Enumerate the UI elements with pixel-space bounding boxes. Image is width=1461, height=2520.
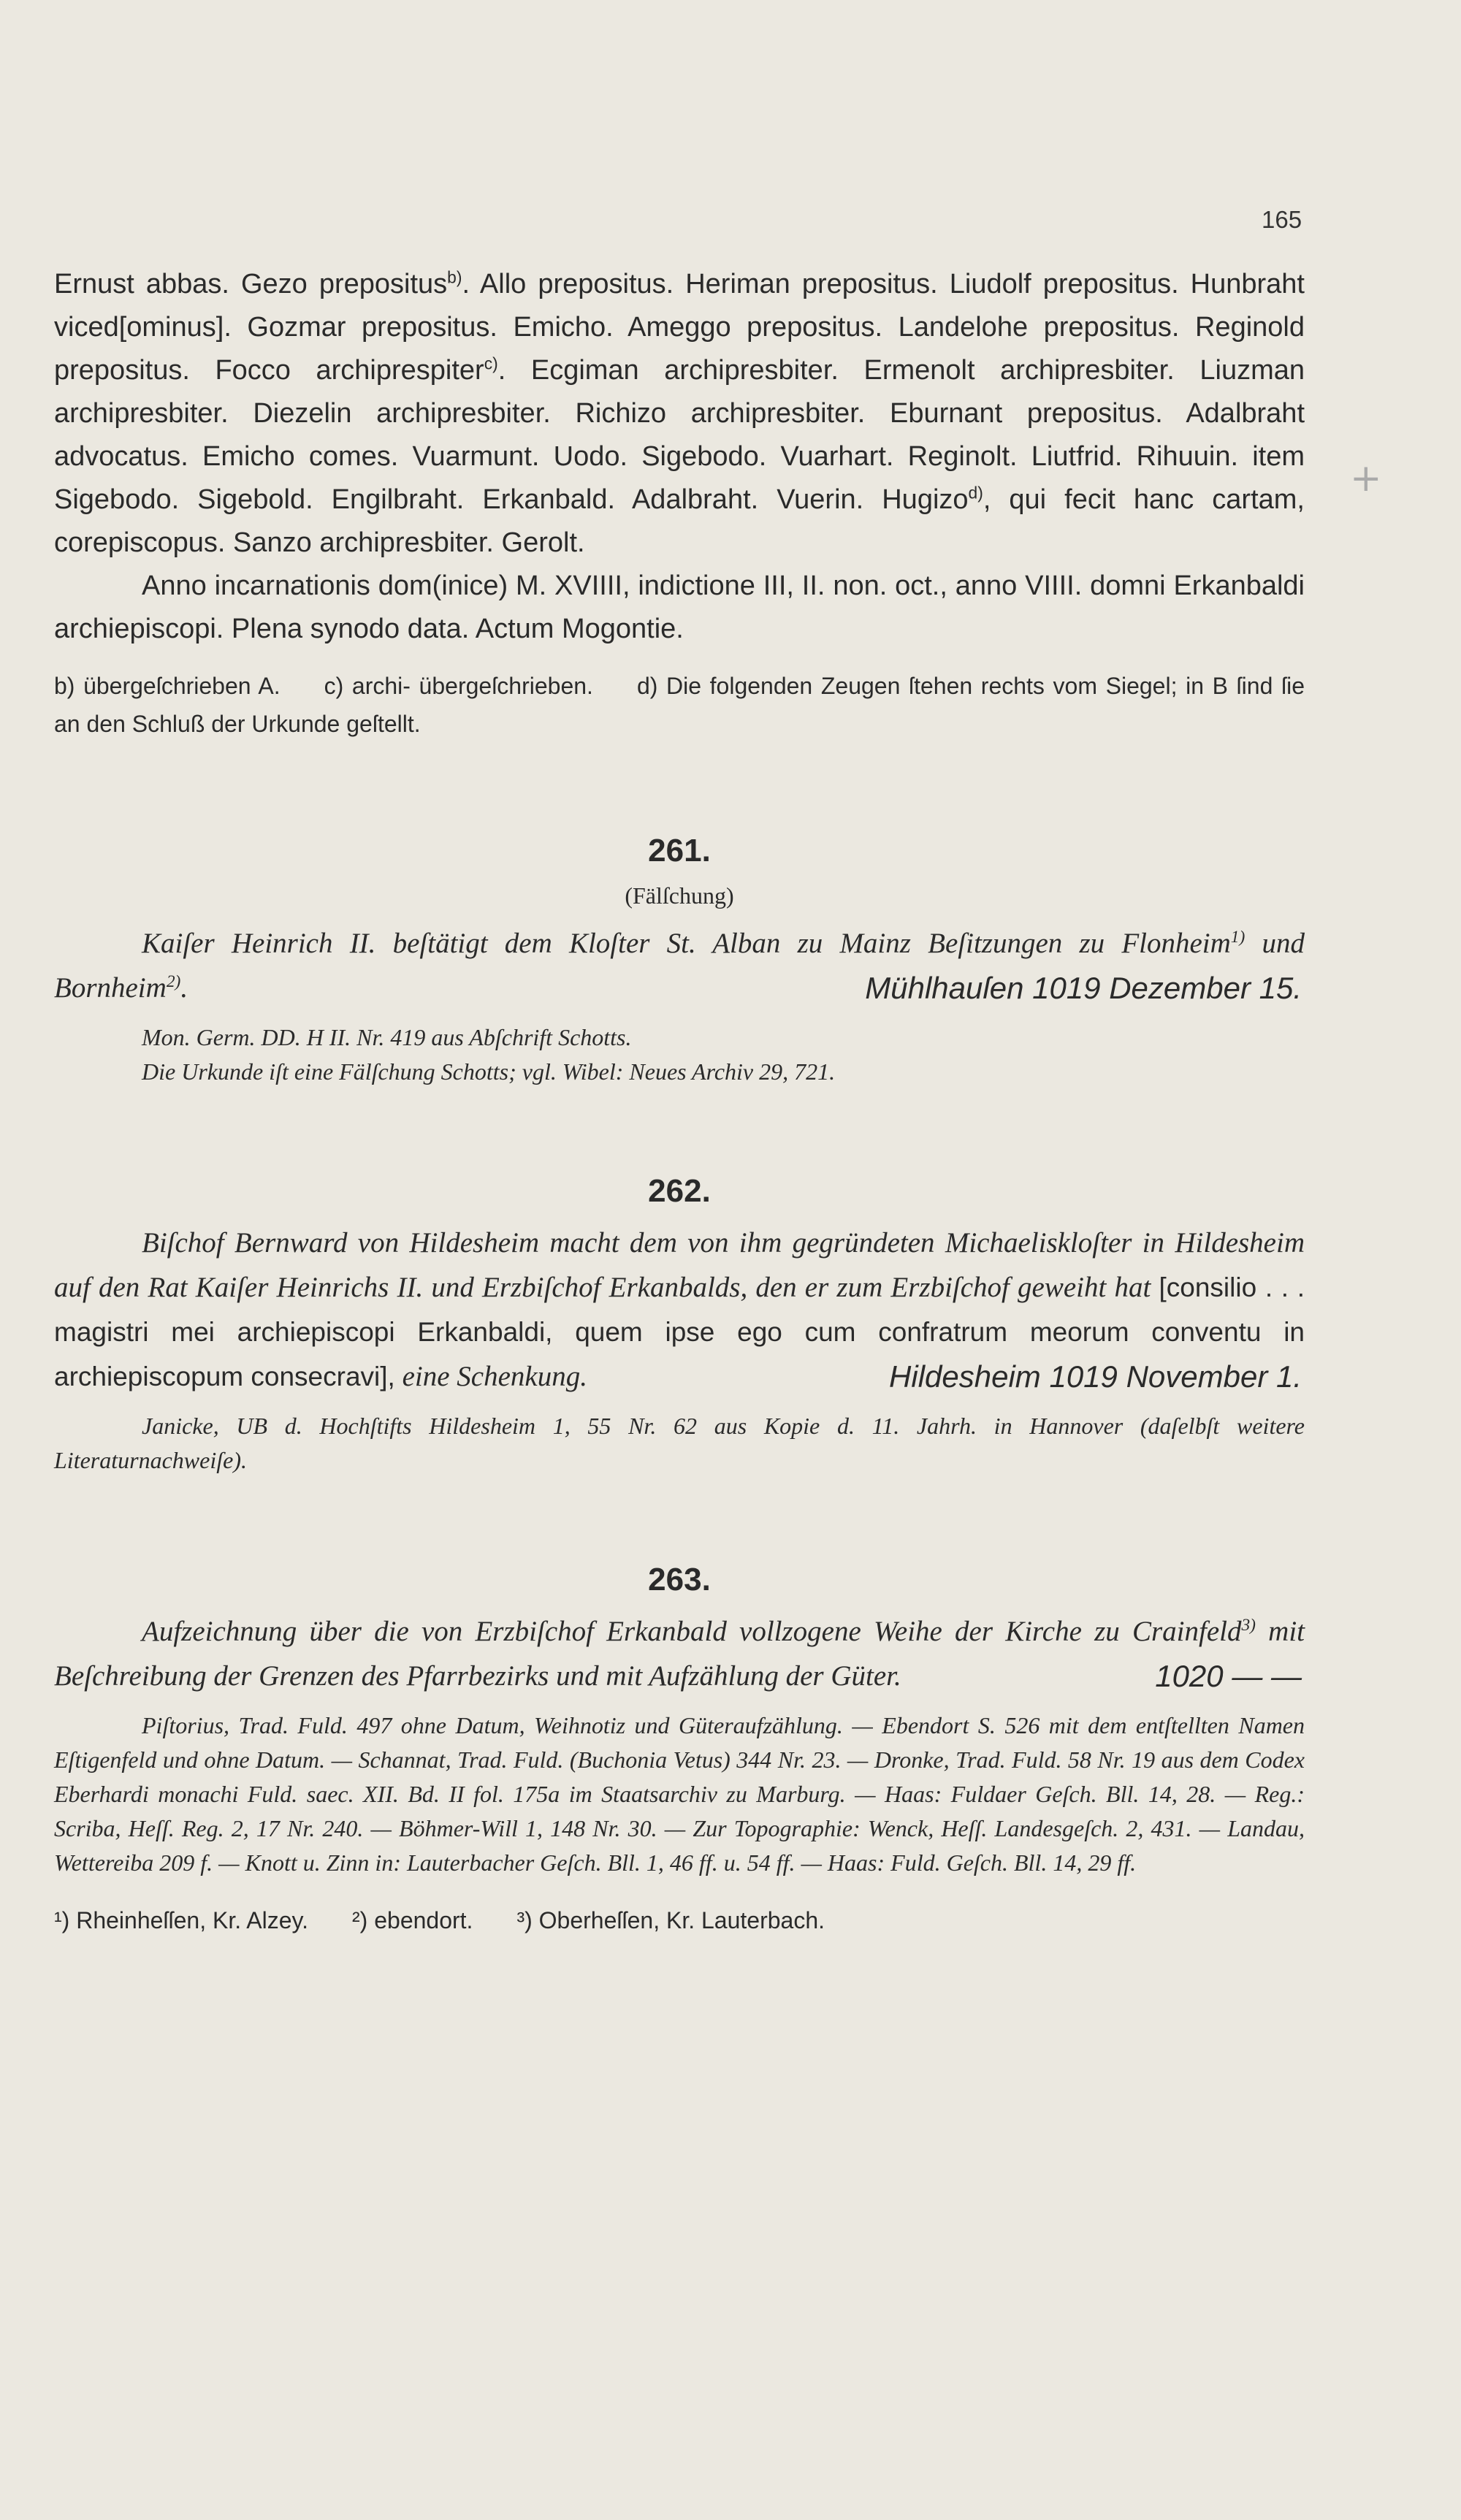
document-tag: (Fälſchung) <box>625 882 734 909</box>
page-number: 165 <box>1262 206 1302 233</box>
document-number: 263. <box>648 1562 711 1597</box>
margin-cross-mark: + <box>1350 457 1382 500</box>
document-263 <box>54 1558 1305 1880</box>
regest: Biſchof Bernward von Hildesheim macht dem von ihm gegründeten Michaeliskloſter in Hildesheim auf den Rat Kaiſer Heinrichs II. und Erzbiſchof Erkanbalds, den er zum Erzbiſchof geweiht hat [consilio . . . magistri mei archiepiscopi Erkanbaldi, quem ipse ego cum confratrum meorum conventu in archiepiscopum consecravi], eine Schenkung. <box>54 1227 1305 1392</box>
source-line: Mon. Germ. DD. H II. Nr. 419 aus Abſchrift Schotts. <box>142 1024 632 1050</box>
content <box>54 263 1305 1939</box>
sources: Piſtorius, Trad. Fuld. 497 ohne Datum, Weihnotiz und Güteraufzählung. — Ebendort S. 526 mit dem entſtellten Namen Eſtigenfeld und ohne Datum. — Schannat, Trad. Fuld. (Buchonia Vetus) 344 Nr. 23. — Dronke, Trad. Fuld. 58 Nr. 19 aus dem Codex Eberhardi monachi Fuld. saec. XII. Bd. II fol. 175a im Staatsarchiv zu Marburg. — Haas: Fuldaer Geſch. Bll. 14, 28. — Reg.: Scriba, Heſſ. Reg. 2, 17 Nr. 240. — Böhmer-Will 1, 148 Nr. 30. — Zur Topographie: Wenck, Heſſ. Landesgeſch. 2, 431. — Landau, Wettereiba 209 f. — Knott u. Zinn in: Lauterbacher Geſch. Bll. 1, 46 ff. u. 54 ff. — Haas: Fuld. Geſch. Bll. 14, 29 ff. <box>54 1712 1305 1876</box>
sources <box>54 1020 1305 1089</box>
document-261 <box>54 829 1305 1089</box>
critical-notes: b) übergeſchrieben A. c) archi- übergeſchrieben. d) Die folgenden Zeugen ſtehen rechts vom Siegel; in B ſind ſie an den Schluß der Urkunde geſtellt. <box>54 673 1305 737</box>
document-262 <box>54 1169 1305 1478</box>
footnote-2: ²) ebendort. <box>352 1907 473 1933</box>
place-date: Hildesheim 1019 November 1. <box>889 1359 1302 1394</box>
place-date-line <box>54 966 1305 1010</box>
dating-clause: Anno incarnationis dom(inice) M. XVIIII, indictione III, II. non. oct., anno VIIII. domni Erkanbaldi archiepiscopi. Plena synodo data. Actum Mogontie. <box>54 570 1305 644</box>
footnotes <box>54 1902 1305 1939</box>
document-number: 262. <box>648 1173 711 1209</box>
place-date: Mühlhauſen 1019 Dezember 15. <box>865 971 1302 1005</box>
regest: Aufzeichnung über die von Erzbiſchof Erkanbald vollzogene Weihe der Kirche zu Crainfeld$^{3)}$ mit Beſchreibung der Grenzen des Pfarrbezirks und mit Aufzählung der Güter. <box>54 1616 1305 1692</box>
source-line: Die Urkunde iſt eine Fälſchung Schotts; vgl. Wibel: Neues Archiv 29, 721. <box>142 1058 836 1085</box>
sources: Janicke, UB d. Hochſtifts Hildesheim 1, 55 Nr. 62 aus Kopie d. 11. Jahrh. in Hannover (daſelbſt weitere Literaturnachweiſe). <box>54 1413 1305 1473</box>
place-date: 1020 — — <box>1155 1659 1302 1693</box>
document-number: 261. <box>648 833 711 868</box>
footnote-3: ³) Oberheſſen, Kr. Lauterbach. <box>516 1907 825 1933</box>
footnote-1: ¹) Rheinheſſen, Kr. Alzey. <box>54 1907 309 1933</box>
regest: Kaiſer Heinrich II. beſtätigt dem Kloſter St. Alban zu Mainz Beſitzungen zu Flonheim$^{1)}$ und Bornheim$^{2)}$. <box>54 928 1305 1004</box>
witness-list: Ernust abbas. Gezo prepositus$^{b)}$. Allo prepositus. Heriman prepositus. Liudolf prepositus. Hunbraht viced[ominus]. Gozmar prepositus. Emicho. Ameggo prepositus. Landelohe prepositus. Reginold prepositus. Focco archiprespiter$^{c)}$. Ecgiman archipresbiter. Ermenolt archipresbiter. Liuzman archipresbiter. Diezelin archipresbiter. Richizo archipresbiter. Eburnant prepositus. Adalbraht advocatus. Emicho comes. Vuarmunt. Uodo. Sigebodo. Vuarhart. Reginolt. Liutfrid. Rihuuin. item Sigebodo. Sigebold. Engilbraht. Erkanbald. Adalbraht. Vuerin. Hugizo$^{d)}$, qui fecit hanc cartam, corepiscopus. Sanzo archipresbiter. Gerolt. <box>54 267 1305 558</box>
